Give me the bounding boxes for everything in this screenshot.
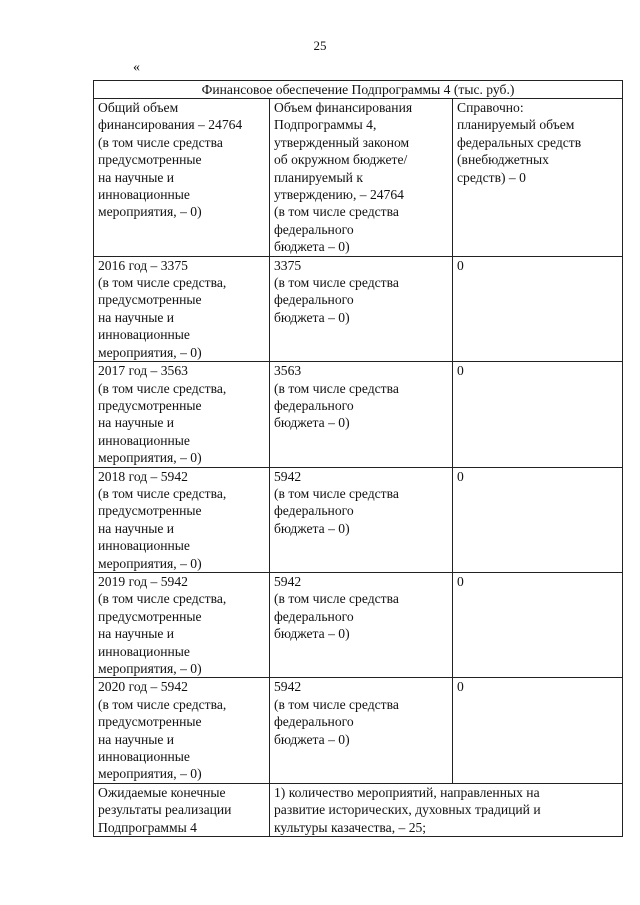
cell-line: 5942	[274, 573, 302, 589]
year-subprogram-cell	[270, 572, 453, 677]
cell-line: утверждению, – 24764	[274, 187, 404, 203]
cell-line: бюджета – 0)	[274, 626, 350, 642]
header-subprogram-financing	[270, 99, 453, 257]
cell-line: инновационные	[98, 538, 190, 554]
cell-line: предусмотренные	[98, 714, 202, 730]
cell-line: на научные и	[98, 309, 175, 325]
cell-line: бюджета – 0)	[274, 309, 350, 325]
cell-line: 5942	[274, 679, 302, 695]
table-row	[94, 256, 623, 361]
table-title-row	[94, 81, 623, 99]
year-reference-cell	[453, 678, 623, 783]
year-total-cell	[94, 467, 270, 572]
year-subprogram-cell	[270, 362, 453, 467]
cell-line: 2019 год – 5942	[98, 573, 188, 589]
cell-line: федерального	[274, 221, 354, 237]
cell-line: 0	[457, 679, 464, 695]
cell-line: федерального	[274, 714, 354, 730]
cell-line: федерального	[274, 608, 354, 624]
cell-line: развитие исторических, духовных традиций и	[274, 802, 541, 818]
cell-line: бюджета – 0)	[274, 239, 350, 255]
cell-line: федерального	[274, 397, 354, 413]
cell-line: культуры казачества, – 25;	[274, 819, 427, 835]
header-total-financing	[94, 99, 270, 257]
cell-line: (в том числе средства,	[98, 591, 227, 607]
cell-line: предусмотренные	[98, 292, 202, 308]
cell-line: Подпрограммы 4	[98, 819, 197, 835]
cell-line: предусмотренные	[98, 608, 202, 624]
table-row	[94, 678, 623, 783]
cell-line: 5942	[274, 468, 302, 484]
cell-line: федеральных средств	[457, 134, 582, 150]
cell-line: 3563	[274, 363, 302, 379]
year-reference-cell	[453, 256, 623, 361]
cell-line: на научные и	[98, 626, 175, 642]
cell-line: на научные и	[98, 415, 175, 431]
year-reference-cell	[453, 467, 623, 572]
cell-line: предусмотренные	[98, 152, 202, 168]
header-reference-federal	[453, 99, 623, 257]
cell-line: (в том числе средства,	[98, 696, 227, 712]
cell-line: 0	[457, 468, 464, 484]
table-row	[94, 467, 623, 572]
cell-line: инновационные	[98, 327, 190, 343]
cell-line: Ожидаемые конечные	[98, 784, 226, 800]
cell-line: 2020 год – 5942	[98, 679, 188, 695]
cell-line: инновационные	[98, 749, 190, 765]
cell-line: бюджета – 0)	[274, 520, 350, 536]
expected-results-text	[270, 783, 623, 836]
cell-line: (в том числе средства	[274, 696, 399, 712]
cell-line: мероприятия, – 0)	[98, 555, 202, 571]
cell-line: мероприятия, – 0)	[98, 766, 202, 782]
year-reference-cell	[453, 572, 623, 677]
cell-line: предусмотренные	[98, 503, 202, 519]
cell-line: инновационные	[98, 187, 190, 203]
table-title: Финансовое обеспечение Подпрограммы 4 (тыс. руб.)	[94, 81, 623, 99]
table-header-row	[94, 99, 623, 257]
cell-line: 2016 год – 3375	[98, 257, 188, 273]
page-number: 25	[313, 38, 327, 53]
cell-line: на научные и	[98, 520, 175, 536]
cell-line: 0	[457, 257, 464, 273]
cell-line: предусмотренные	[98, 397, 202, 413]
cell-line: 0	[457, 573, 464, 589]
year-total-cell	[94, 256, 270, 361]
year-subprogram-cell	[270, 678, 453, 783]
cell-line: мероприятия, – 0)	[98, 450, 202, 466]
cell-line: Общий объем	[98, 100, 179, 115]
financing-table	[93, 80, 623, 837]
cell-line: 0	[457, 363, 464, 379]
cell-line: (в том числе средства	[274, 275, 399, 291]
cell-line: инновационные	[98, 432, 190, 448]
cell-line: мероприятия, – 0)	[98, 344, 202, 360]
cell-line: (в том числе средства	[274, 591, 399, 607]
cell-line: Справочно:	[457, 100, 524, 115]
cell-line: на научные и	[98, 731, 175, 747]
cell-line: (в том числе средства,	[98, 275, 227, 291]
cell-line: (в том числе средства	[274, 380, 399, 396]
cell-line: финансирования – 24764	[98, 117, 243, 133]
cell-line: планируемый к	[274, 169, 363, 185]
cell-line: федерального	[274, 292, 354, 308]
cell-line: (в том числе средства,	[98, 380, 227, 396]
cell-line: мероприятия, – 0)	[98, 204, 202, 220]
table-row	[94, 362, 623, 467]
year-total-cell	[94, 678, 270, 783]
cell-line: 3375	[274, 257, 302, 273]
year-total-cell	[94, 572, 270, 677]
year-subprogram-cell	[270, 256, 453, 361]
cell-line: 2017 год – 3563	[98, 363, 188, 379]
cell-line: (в том числе средства	[274, 485, 399, 501]
cell-line: утвержденный законом	[274, 134, 410, 150]
cell-line: результаты реализации	[98, 802, 232, 818]
expected-results-label	[94, 783, 270, 836]
cell-line: (в том числе средства,	[98, 485, 227, 501]
year-reference-cell	[453, 362, 623, 467]
table-row	[94, 572, 623, 677]
cell-line: об окружном бюджете/	[274, 152, 408, 168]
cell-line: (внебюджетных	[457, 152, 549, 168]
cell-line: Объем финансирования	[274, 100, 413, 115]
cell-line: федерального	[274, 503, 354, 519]
cell-line: 2018 год – 5942	[98, 468, 188, 484]
cell-line: на научные и	[98, 169, 175, 185]
year-total-cell	[94, 362, 270, 467]
cell-line: (в том числе средства	[98, 134, 223, 150]
cell-line: инновационные	[98, 643, 190, 659]
cell-line: Подпрограммы 4,	[274, 117, 377, 133]
cell-line: планируемый объем	[457, 117, 575, 133]
cell-line: (в том числе средства	[274, 204, 399, 220]
open-quote-mark: «	[133, 60, 140, 75]
cell-line: бюджета – 0)	[274, 731, 350, 747]
cell-line: 1) количество мероприятий, направленных на	[274, 784, 540, 800]
cell-line: средств) – 0	[457, 169, 526, 185]
expected-results-row	[94, 783, 623, 836]
cell-line: мероприятия, – 0)	[98, 661, 202, 676]
year-subprogram-cell	[270, 467, 453, 572]
cell-line: бюджета – 0)	[274, 415, 350, 431]
